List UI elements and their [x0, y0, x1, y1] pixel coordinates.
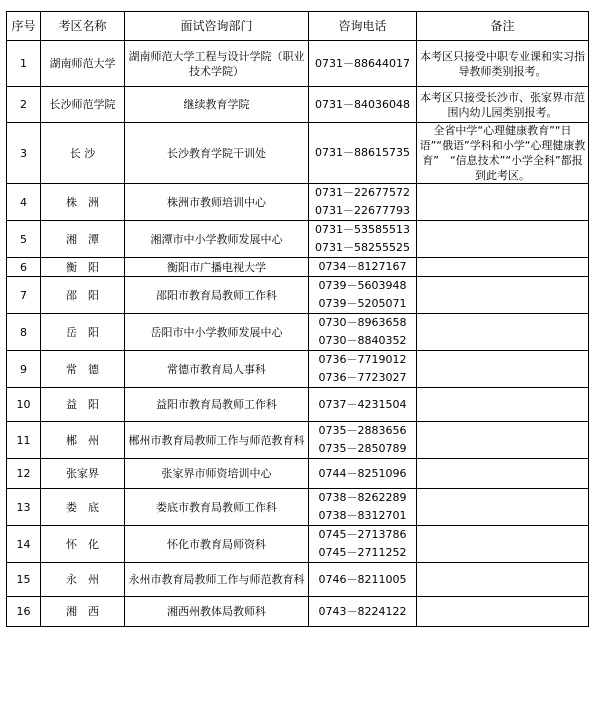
phone-number: 0735－2850789 [318, 442, 407, 455]
phone-number: 0738－8262289 [318, 491, 407, 504]
row-number: 2 [7, 87, 41, 123]
consult-department: 湘西州教体局教师科 [125, 597, 309, 627]
phone-number: 0730－8840352 [318, 334, 407, 347]
phone-number: 0731－22677572 [315, 186, 410, 199]
phone-number: 0731－84036048 [315, 97, 410, 111]
note [417, 184, 589, 221]
row-number: 11 [7, 422, 41, 459]
consult-department: 常德市教育局人事科 [125, 351, 309, 388]
row-number: 8 [7, 314, 41, 351]
note [417, 277, 589, 314]
region-name: 张家界 [41, 459, 125, 489]
consult-department: 株洲市教师培训中心 [125, 184, 309, 221]
phone-number: 0731－53585513 [315, 223, 410, 236]
region-name: 娄 底 [41, 489, 125, 526]
table-row [7, 526, 589, 563]
row-number: 12 [7, 459, 41, 489]
row-number: 3 [7, 123, 41, 184]
table-row [7, 597, 589, 627]
row-number: 10 [7, 388, 41, 422]
header-phone: 咨询电话 [309, 12, 417, 41]
phone-number: 0730－8963658 [318, 316, 407, 329]
row-number: 9 [7, 351, 41, 388]
table-row [7, 221, 589, 258]
region-name: 衡 阳 [41, 258, 125, 277]
phone-number: 0734－8127167 [318, 260, 407, 273]
row-number: 4 [7, 184, 41, 221]
note [417, 526, 589, 563]
consult-department: 湘潭市中小学教师发展中心 [125, 221, 309, 258]
header-region: 考区名称 [41, 12, 125, 41]
region-name: 长 沙 [41, 123, 125, 184]
region-name: 怀 化 [41, 526, 125, 563]
header-no: 序号 [7, 12, 41, 41]
region-name: 湖南师范大学 [41, 41, 125, 87]
row-number: 14 [7, 526, 41, 563]
phone-number: 0736－7723027 [318, 371, 407, 384]
consult-department: 永州市教育局教师工作与师范教育科 [125, 563, 309, 597]
header-dept: 面试咨询部门 [125, 12, 309, 41]
region-name: 郴 州 [41, 422, 125, 459]
phone-number: 0737－4231504 [318, 397, 407, 411]
phone-cell [309, 87, 417, 123]
consult-department: 怀化市教育局师资科 [125, 526, 309, 563]
phone-number: 0743－8224122 [318, 604, 407, 618]
phone-number: 0739－5603948 [318, 279, 407, 292]
consult-department: 娄底市教育局教师工作科 [125, 489, 309, 526]
table-row [7, 422, 589, 459]
note [417, 422, 589, 459]
phone-number: 0744－8251096 [318, 466, 407, 480]
region-name: 长沙师范学院 [41, 87, 125, 123]
phone-number: 0731－88615735 [315, 146, 410, 159]
note [417, 221, 589, 258]
table-row [7, 277, 589, 314]
phone-cell [309, 597, 417, 627]
phone-cell [309, 526, 417, 563]
header-row [7, 12, 589, 41]
note: 本考区只接受长沙市、张家界市范围内幼儿园类别报考。 [417, 87, 589, 123]
table-body [7, 41, 589, 627]
row-number: 6 [7, 258, 41, 277]
region-name: 益 阳 [41, 388, 125, 422]
exam-region-table [6, 11, 589, 627]
region-name: 湘 潭 [41, 221, 125, 258]
note [417, 459, 589, 489]
row-number: 13 [7, 489, 41, 526]
table-row [7, 258, 589, 277]
phone-cell [309, 459, 417, 489]
row-number: 15 [7, 563, 41, 597]
phone-number: 0745－2711252 [318, 546, 407, 559]
phone-cell [309, 41, 417, 87]
consult-department: 邵阳市教育局教师工作科 [125, 277, 309, 314]
phone-cell [309, 563, 417, 597]
table-row [7, 314, 589, 351]
table-row [7, 184, 589, 221]
table-row [7, 41, 589, 87]
consult-department: 郴州市教育局教师工作与师范教育科 [125, 422, 309, 459]
table-row [7, 388, 589, 422]
phone-cell [309, 388, 417, 422]
note [417, 489, 589, 526]
region-name: 邵 阳 [41, 277, 125, 314]
table-row [7, 459, 589, 489]
phone-number: 0738－8312701 [318, 509, 407, 522]
note [417, 258, 589, 277]
phone-number: 0735－2883656 [318, 424, 407, 437]
phone-cell [309, 314, 417, 351]
consult-department: 长沙教育学院干训处 [125, 123, 309, 184]
phone-cell [309, 277, 417, 314]
phone-cell [309, 258, 417, 277]
phone-cell [309, 184, 417, 221]
table-row [7, 123, 589, 184]
phone-number: 0739－5205071 [318, 297, 407, 310]
region-name: 常 德 [41, 351, 125, 388]
phone-number: 0731－58255525 [315, 241, 410, 254]
phone-cell [309, 351, 417, 388]
phone-cell [309, 489, 417, 526]
phone-number: 0746－8211005 [318, 572, 407, 586]
consult-department: 衡阳市广播电视大学 [125, 258, 309, 277]
consult-department: 继续教育学院 [125, 87, 309, 123]
note [417, 351, 589, 388]
region-name: 株 洲 [41, 184, 125, 221]
note [417, 597, 589, 627]
row-number: 7 [7, 277, 41, 314]
row-number: 5 [7, 221, 41, 258]
header-note: 备注 [417, 12, 589, 41]
note [417, 314, 589, 351]
region-name: 永 州 [41, 563, 125, 597]
note [417, 388, 589, 422]
phone-cell [309, 221, 417, 258]
note: 全省中学“心理健康教育”“日语”“俄语”学科和小学“心理健康教育” “信息技术”“小学全科”都报到此考区。 [417, 123, 589, 184]
row-number: 16 [7, 597, 41, 627]
phone-cell [309, 123, 417, 184]
table-row [7, 489, 589, 526]
phone-cell [309, 422, 417, 459]
note [417, 563, 589, 597]
consult-department: 张家界市师资培训中心 [125, 459, 309, 489]
phone-number: 0731－22677793 [315, 204, 410, 217]
consult-department: 湖南师范大学工程与设计学院（职业技术学院） [125, 41, 309, 87]
row-number: 1 [7, 41, 41, 87]
table-row [7, 351, 589, 388]
region-name: 湘 西 [41, 597, 125, 627]
table-row [7, 87, 589, 123]
phone-number: 0736－7719012 [318, 353, 407, 366]
region-name: 岳 阳 [41, 314, 125, 351]
consult-department: 岳阳市中小学教师发展中心 [125, 314, 309, 351]
table-row [7, 563, 589, 597]
note: 本考区只接受中职专业课和实习指导教师类别报考。 [417, 41, 589, 87]
phone-number: 0745－2713786 [318, 528, 407, 541]
consult-department: 益阳市教育局教师工作科 [125, 388, 309, 422]
phone-number: 0731－88644017 [315, 56, 410, 70]
